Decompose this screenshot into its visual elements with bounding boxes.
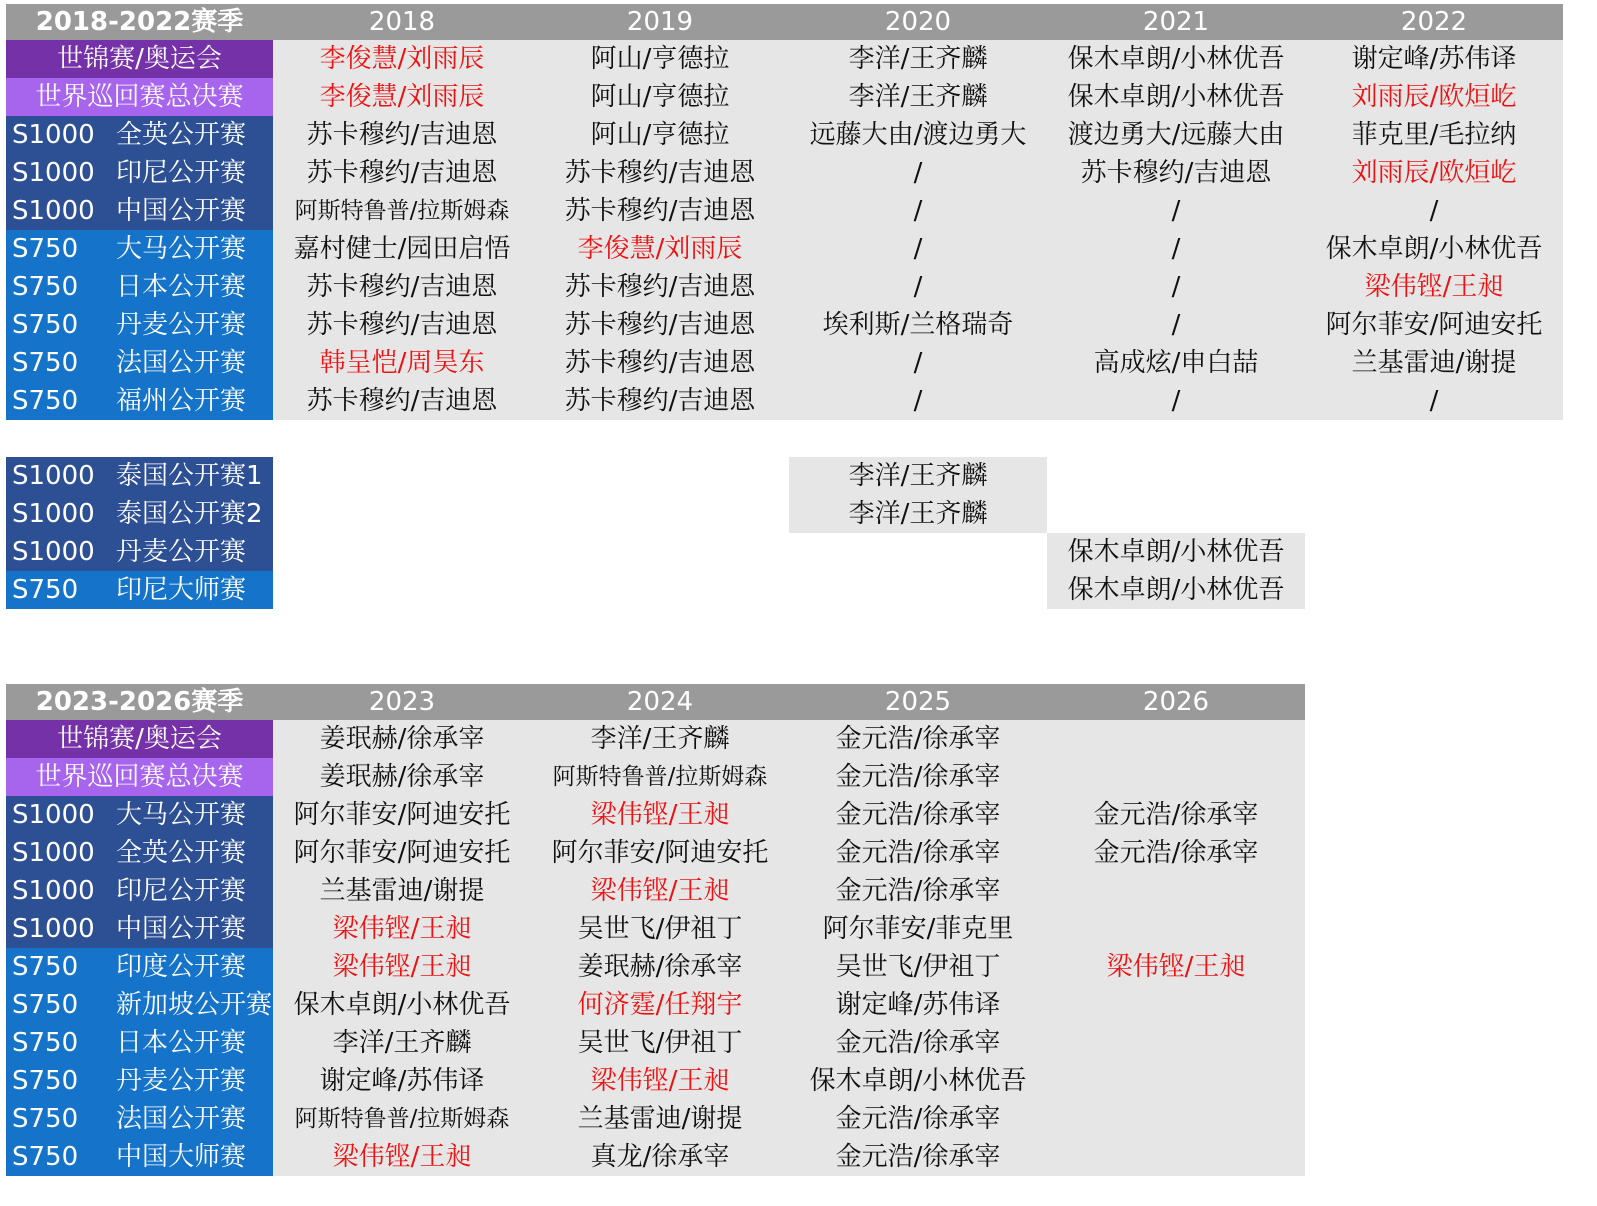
event-name: 大马公开赛 — [116, 234, 247, 264]
champion-cell: 苏卡穆约/吉迪恩 — [531, 382, 789, 420]
event-name: 印尼公开赛 — [116, 158, 247, 188]
champion-cell — [1047, 1024, 1305, 1062]
champion-cell: 李俊慧/刘雨辰 — [273, 78, 531, 116]
champion-cell — [1047, 872, 1305, 910]
event-name: 日本公开赛 — [116, 272, 247, 302]
champion-cell: 保木卓朗/小林优吾 — [273, 986, 531, 1024]
champion-cell: / — [789, 192, 1047, 230]
table-row — [6, 268, 1563, 306]
table-row — [6, 1024, 1305, 1062]
event-label — [6, 154, 273, 192]
tier-code: S750 — [12, 234, 79, 264]
champion-cell — [531, 457, 789, 495]
champion-cell: 兰基雷迪/谢提 — [273, 872, 531, 910]
event-label — [6, 192, 273, 230]
champion-cell: 阿山/亨德拉 — [531, 78, 789, 116]
champion-cell: 李俊慧/刘雨辰 — [531, 230, 789, 268]
tier-code: S750 — [12, 1104, 79, 1134]
champion-cell: 苏卡穆约/吉迪恩 — [1047, 154, 1305, 192]
table-row — [6, 986, 1305, 1024]
champion-cell: 谢定峰/苏伟译 — [1305, 40, 1563, 78]
year-header: 2025 — [789, 684, 1047, 720]
event-name: 全英公开赛 — [116, 120, 247, 150]
champion-cell — [789, 571, 1047, 609]
champion-cell: 金元浩/徐承宰 — [789, 1100, 1047, 1138]
champion-cell: 刘雨辰/欧烜屹 — [1305, 78, 1563, 116]
event-name: 印尼公开赛 — [116, 876, 247, 906]
champion-cell — [273, 533, 531, 571]
champion-cell: 保木卓朗/小林优吾 — [1047, 78, 1305, 116]
event-label — [6, 796, 273, 834]
champion-cell: 阿山/亨德拉 — [531, 116, 789, 154]
champion-cell — [1047, 986, 1305, 1024]
champion-cell — [1047, 495, 1305, 533]
tier-code: S1000 — [12, 120, 95, 150]
champion-cell: / — [1305, 192, 1563, 230]
champion-cell: 梁伟铿/王昶 — [273, 948, 531, 986]
event-name: 印尼大师赛 — [116, 575, 247, 605]
tier-code: S1000 — [12, 876, 95, 906]
event-label — [6, 872, 273, 910]
event-name: 法国公开赛 — [116, 1104, 247, 1134]
champion-cell: 阿尔菲安/阿迪安托 — [531, 834, 789, 872]
champion-cell: 埃利斯/兰格瑞奇 — [789, 306, 1047, 344]
table-row — [6, 1138, 1305, 1176]
champion-cell: 苏卡穆约/吉迪恩 — [273, 268, 531, 306]
table-row — [6, 571, 1563, 609]
table-row — [6, 1100, 1305, 1138]
event-label — [6, 1138, 273, 1176]
year-header: 2019 — [531, 4, 789, 40]
champion-cell: 兰基雷迪/谢提 — [1305, 344, 1563, 382]
event-name: 新加坡公开赛 — [116, 990, 273, 1020]
event-name: 丹麦公开赛 — [116, 310, 247, 340]
tier-code: S750 — [12, 1028, 79, 1058]
champion-cell: 渡边勇大/远藤大由 — [1047, 116, 1305, 154]
champion-cell: 阿尔菲安/阿迪安托 — [273, 834, 531, 872]
champion-cell — [1305, 457, 1563, 495]
table-row — [6, 533, 1563, 571]
tier-code: S750 — [12, 310, 79, 340]
champion-cell — [273, 571, 531, 609]
champion-cell: 梁伟铿/王昶 — [531, 872, 789, 910]
event-label — [6, 948, 273, 986]
table-row — [6, 230, 1563, 268]
event-label — [6, 230, 273, 268]
champion-cell: 谢定峰/苏伟译 — [273, 1062, 531, 1100]
champion-cell: 金元浩/徐承宰 — [789, 1138, 1047, 1176]
event-name: 中国公开赛 — [116, 914, 247, 944]
season-label: 2018-2022赛季 — [6, 4, 273, 40]
year-header: 2022 — [1305, 4, 1563, 40]
champion-cell — [1047, 1100, 1305, 1138]
event-name: 中国大师赛 — [116, 1142, 247, 1172]
champion-cell — [1047, 758, 1305, 796]
champion-cell: 保木卓朗/小林优吾 — [789, 1062, 1047, 1100]
event-label — [6, 116, 273, 154]
champion-cell: 保木卓朗/小林优吾 — [1047, 533, 1305, 571]
tier-code: S1000 — [12, 196, 95, 226]
champion-cell — [1047, 1062, 1305, 1100]
year-header: 2024 — [531, 684, 789, 720]
table-row — [6, 834, 1305, 872]
champion-cell — [1047, 457, 1305, 495]
champion-cell — [531, 495, 789, 533]
champion-cell: / — [1047, 230, 1305, 268]
champion-cell: 苏卡穆约/吉迪恩 — [273, 382, 531, 420]
tier-code: S750 — [12, 990, 79, 1020]
champion-cell: 吴世飞/伊祖丁 — [789, 948, 1047, 986]
table-row — [6, 78, 1563, 116]
year-header: 2021 — [1047, 4, 1305, 40]
champion-cell: 梁伟铿/王昶 — [273, 910, 531, 948]
champion-cell: 金元浩/徐承宰 — [789, 720, 1047, 758]
champion-cell: / — [789, 230, 1047, 268]
champion-cell: 保木卓朗/小林优吾 — [1305, 230, 1563, 268]
event-label: 世锦赛/奥运会 — [6, 720, 273, 758]
champion-cell: 兰基雷迪/谢提 — [531, 1100, 789, 1138]
champion-cell: / — [789, 268, 1047, 306]
champion-cell — [1047, 910, 1305, 948]
table-row — [6, 495, 1563, 533]
event-name: 泰国公开赛2 — [116, 499, 263, 529]
champion-cell — [531, 571, 789, 609]
champion-cell: 李洋/王齐麟 — [789, 78, 1047, 116]
champion-cell: 梁伟铿/王昶 — [531, 1062, 789, 1100]
tier-code: S750 — [12, 1066, 79, 1096]
champion-cell: 苏卡穆约/吉迪恩 — [531, 306, 789, 344]
event-name: 法国公开赛 — [116, 348, 247, 378]
event-label — [6, 457, 273, 495]
champion-cell: / — [1305, 382, 1563, 420]
champion-cell: 李洋/王齐麟 — [531, 720, 789, 758]
champion-cell: 苏卡穆约/吉迪恩 — [273, 306, 531, 344]
champion-cell — [1305, 571, 1563, 609]
event-label — [6, 495, 273, 533]
season-header-row — [6, 684, 1305, 720]
champion-cell: 金元浩/徐承宰 — [789, 834, 1047, 872]
table-row — [6, 1062, 1305, 1100]
champion-cell: 金元浩/徐承宰 — [789, 1024, 1047, 1062]
champion-cell: 李洋/王齐麟 — [789, 40, 1047, 78]
champion-cell: 高成炫/申白喆 — [1047, 344, 1305, 382]
champion-cell: 李洋/王齐麟 — [273, 1024, 531, 1062]
event-label: 世锦赛/奥运会 — [6, 40, 273, 78]
event-name: 全英公开赛 — [116, 838, 247, 868]
table-row — [6, 40, 1563, 78]
table-row — [6, 382, 1563, 420]
event-name: 中国公开赛 — [116, 196, 247, 226]
champion-cell: 何济霆/任翔宇 — [531, 986, 789, 1024]
table-row — [6, 720, 1305, 758]
champion-cell: 苏卡穆约/吉迪恩 — [531, 154, 789, 192]
champion-cell: / — [1047, 382, 1305, 420]
champion-cell: 谢定峰/苏伟译 — [789, 986, 1047, 1024]
champion-cell: / — [789, 344, 1047, 382]
year-header: 2023 — [273, 684, 531, 720]
event-name: 泰国公开赛1 — [116, 461, 263, 491]
champion-cell: 苏卡穆约/吉迪恩 — [273, 154, 531, 192]
champion-cell: 李洋/王齐麟 — [789, 457, 1047, 495]
table-row — [6, 872, 1305, 910]
table-row — [6, 344, 1563, 382]
champion-cell — [1305, 495, 1563, 533]
event-label — [6, 344, 273, 382]
tier-code: S1000 — [12, 158, 95, 188]
champion-cell: 金元浩/徐承宰 — [789, 872, 1047, 910]
champion-cell: 梁伟铿/王昶 — [531, 796, 789, 834]
champion-cell — [1047, 720, 1305, 758]
champion-cell: 韩呈恺/周昊东 — [273, 344, 531, 382]
champion-cell — [1047, 1138, 1305, 1176]
champion-cell: 苏卡穆约/吉迪恩 — [273, 116, 531, 154]
event-label — [6, 834, 273, 872]
champion-cell — [1305, 533, 1563, 571]
event-name: 丹麦公开赛 — [116, 1066, 247, 1096]
season-2023-2026-table — [6, 684, 1305, 1176]
champion-cell: 菲克里/毛拉纳 — [1305, 116, 1563, 154]
event-label — [6, 533, 273, 571]
event-label — [6, 571, 273, 609]
champion-cell: 真龙/徐承宰 — [531, 1138, 789, 1176]
year-header: 2018 — [273, 4, 531, 40]
champion-cell: 梁伟铿/王昶 — [273, 1138, 531, 1176]
tier-code: S1000 — [12, 499, 95, 529]
champion-cell: 苏卡穆约/吉迪恩 — [531, 268, 789, 306]
event-name: 大马公开赛 — [116, 800, 247, 830]
champion-cell: 姜珉赫/徐承宰 — [531, 948, 789, 986]
event-label — [6, 1062, 273, 1100]
tier-code: S750 — [12, 272, 79, 302]
tier-code: S750 — [12, 1142, 79, 1172]
champion-cell: / — [1047, 192, 1305, 230]
champion-cell: 梁伟铿/王昶 — [1047, 948, 1305, 986]
tier-code: S1000 — [12, 838, 95, 868]
event-label: 世界巡回赛总决赛 — [6, 78, 273, 116]
champion-cell: 吴世飞/伊祖丁 — [531, 910, 789, 948]
champion-cell: 金元浩/徐承宰 — [1047, 796, 1305, 834]
champion-cell: 金元浩/徐承宰 — [789, 758, 1047, 796]
table-row — [6, 306, 1563, 344]
event-name: 福州公开赛 — [116, 386, 247, 416]
champion-cell: 保木卓朗/小林优吾 — [1047, 40, 1305, 78]
extra-events-table — [6, 457, 1563, 609]
champion-cell: 姜珉赫/徐承宰 — [273, 758, 531, 796]
champion-cell: 吴世飞/伊祖丁 — [531, 1024, 789, 1062]
event-label — [6, 268, 273, 306]
champion-cell: 阿尔菲安/阿迪安托 — [1305, 306, 1563, 344]
table-row — [6, 910, 1305, 948]
champion-cell: 金元浩/徐承宰 — [1047, 834, 1305, 872]
season-label: 2023-2026赛季 — [6, 684, 273, 720]
tier-code: S750 — [12, 348, 79, 378]
table-row — [6, 948, 1305, 986]
champion-cell: / — [789, 154, 1047, 192]
event-label — [6, 1024, 273, 1062]
table-row — [6, 758, 1305, 796]
champion-cell: 嘉村健士/园田启悟 — [273, 230, 531, 268]
event-label — [6, 986, 273, 1024]
event-name: 日本公开赛 — [116, 1028, 247, 1058]
tier-code: S1000 — [12, 537, 95, 567]
table-row — [6, 192, 1563, 230]
tier-code: S1000 — [12, 914, 95, 944]
champion-cell — [273, 495, 531, 533]
event-label — [6, 1100, 273, 1138]
champion-cell: 阿斯特鲁普/拉斯姆森 — [531, 758, 789, 796]
champion-cell: / — [789, 382, 1047, 420]
champion-cell: / — [1047, 306, 1305, 344]
year-header: 2020 — [789, 4, 1047, 40]
champion-cell: 远藤大由/渡边勇大 — [789, 116, 1047, 154]
champion-cell: 阿斯特鲁普/拉斯姆森 — [273, 1100, 531, 1138]
champion-cell — [531, 533, 789, 571]
champion-cell: 苏卡穆约/吉迪恩 — [531, 344, 789, 382]
champion-cell: 阿尔菲安/菲克里 — [789, 910, 1047, 948]
season-header-row — [6, 4, 1563, 40]
tier-code: S750 — [12, 386, 79, 416]
event-label: 世界巡回赛总决赛 — [6, 758, 273, 796]
champion-cell: 李洋/王齐麟 — [789, 495, 1047, 533]
event-name: 丹麦公开赛 — [116, 537, 247, 567]
champion-cell: 保木卓朗/小林优吾 — [1047, 571, 1305, 609]
champion-cell — [789, 533, 1047, 571]
champion-cell: 梁伟铿/王昶 — [1305, 268, 1563, 306]
table-row — [6, 457, 1563, 495]
champion-cell: 李俊慧/刘雨辰 — [273, 40, 531, 78]
champion-cell: / — [1047, 268, 1305, 306]
tier-code: S1000 — [12, 461, 95, 491]
tier-code: S750 — [12, 575, 79, 605]
champion-cell: 金元浩/徐承宰 — [789, 796, 1047, 834]
event-label — [6, 382, 273, 420]
tier-code: S750 — [12, 952, 79, 982]
season-2018-2022-table — [6, 4, 1563, 420]
table-row — [6, 796, 1305, 834]
year-header: 2026 — [1047, 684, 1305, 720]
tier-code: S1000 — [12, 800, 95, 830]
champion-cell: 阿尔菲安/阿迪安托 — [273, 796, 531, 834]
champion-cell: 苏卡穆约/吉迪恩 — [531, 192, 789, 230]
champion-cell: 刘雨辰/欧烜屹 — [1305, 154, 1563, 192]
event-label — [6, 910, 273, 948]
event-name: 印度公开赛 — [116, 952, 247, 982]
champion-cell: 姜珉赫/徐承宰 — [273, 720, 531, 758]
event-label — [6, 306, 273, 344]
champion-cell — [273, 457, 531, 495]
champion-cell: 阿斯特鲁普/拉斯姆森 — [273, 192, 531, 230]
table-row — [6, 154, 1563, 192]
table-row — [6, 116, 1563, 154]
champion-cell: 阿山/亨德拉 — [531, 40, 789, 78]
